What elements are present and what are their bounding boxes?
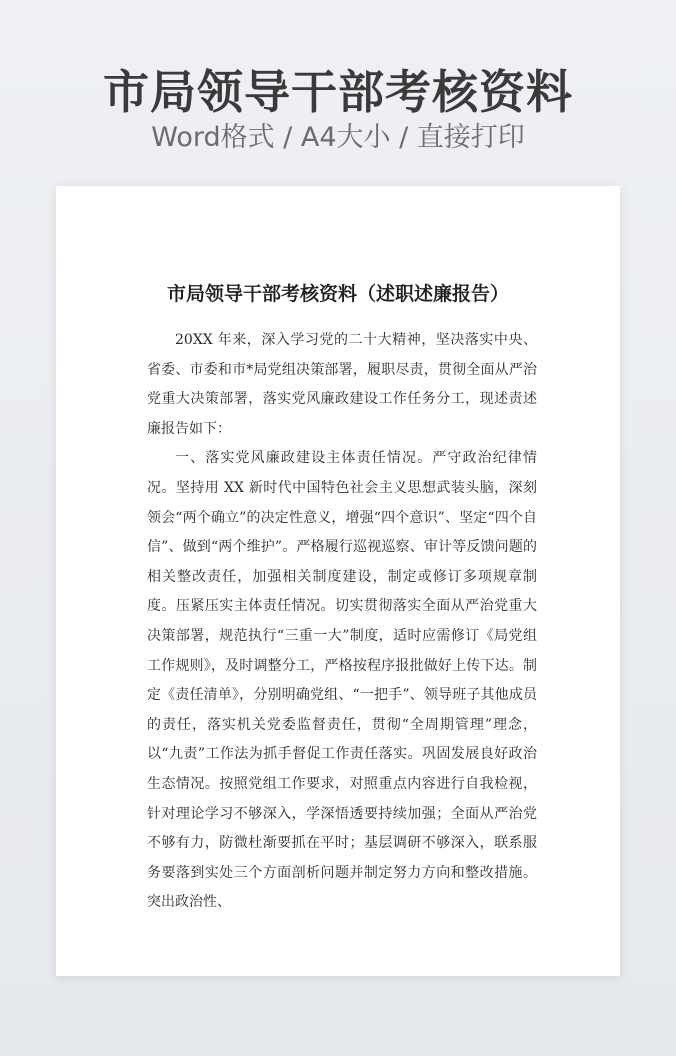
paragraph-section-one: 一、落实党风廉政建设主体责任情况。严守政治纪律情况。坚持用 XX 新时代中国特色社会主义思想武装头脑，深刻领会“两个确立”的决定性意义，增强“四个意识”、坚定“四个自信”、做到“两个维护”。严格履行巡视巡察、审计等反馈问题的相关整改责任，加强相关制度建设，制定或修订多项规章制度。压紧压实主体责任情况。切实贯彻落实全面从严治党重大决策部署，规范执行“三重一大”制度，适时应需修订《局党组工作规则》，及时调整分工，严格按程序报批做好上传下达。制定《责任清单》，分别明确党组、“一把手”、领导班子其他成员的责任，落实机关党委监督责任，贯彻“全周期管理”理念，以“九责”工作法为抓手督促工作责任落实。巩固发展良好政治生态情况。按照党组工作要求，对照重点内容进行自我检视，针对理论学习不够深入，学深悟透要持续加强；全面从严治党不够有力，防微杜渐要抓在平时；基层调研不够深入，联系服务要落到实处三个方面剖析问题并制定努力方向和整改措施。突出政治性、 [147,450,537,911]
banner-subtitle: Word格式 / A4大小 / 直接打印 [151,122,525,153]
banner-title: 市局领导干部考核资料 [103,65,573,119]
paragraph-intro: 20XX 年来，深入学习党的二十大精神，坚决落实中央、省委、市委和市*局党组决策部署，履职尽责，贯彻全面从严治党重大决策部署，落实党风廉政建设工作任务分工，现述责述廉报告如下： [147,332,537,437]
document-page [56,186,620,976]
document-body [147,326,537,918]
document-title: 市局领导干部考核资料（述职述廉报告） [166,283,509,305]
